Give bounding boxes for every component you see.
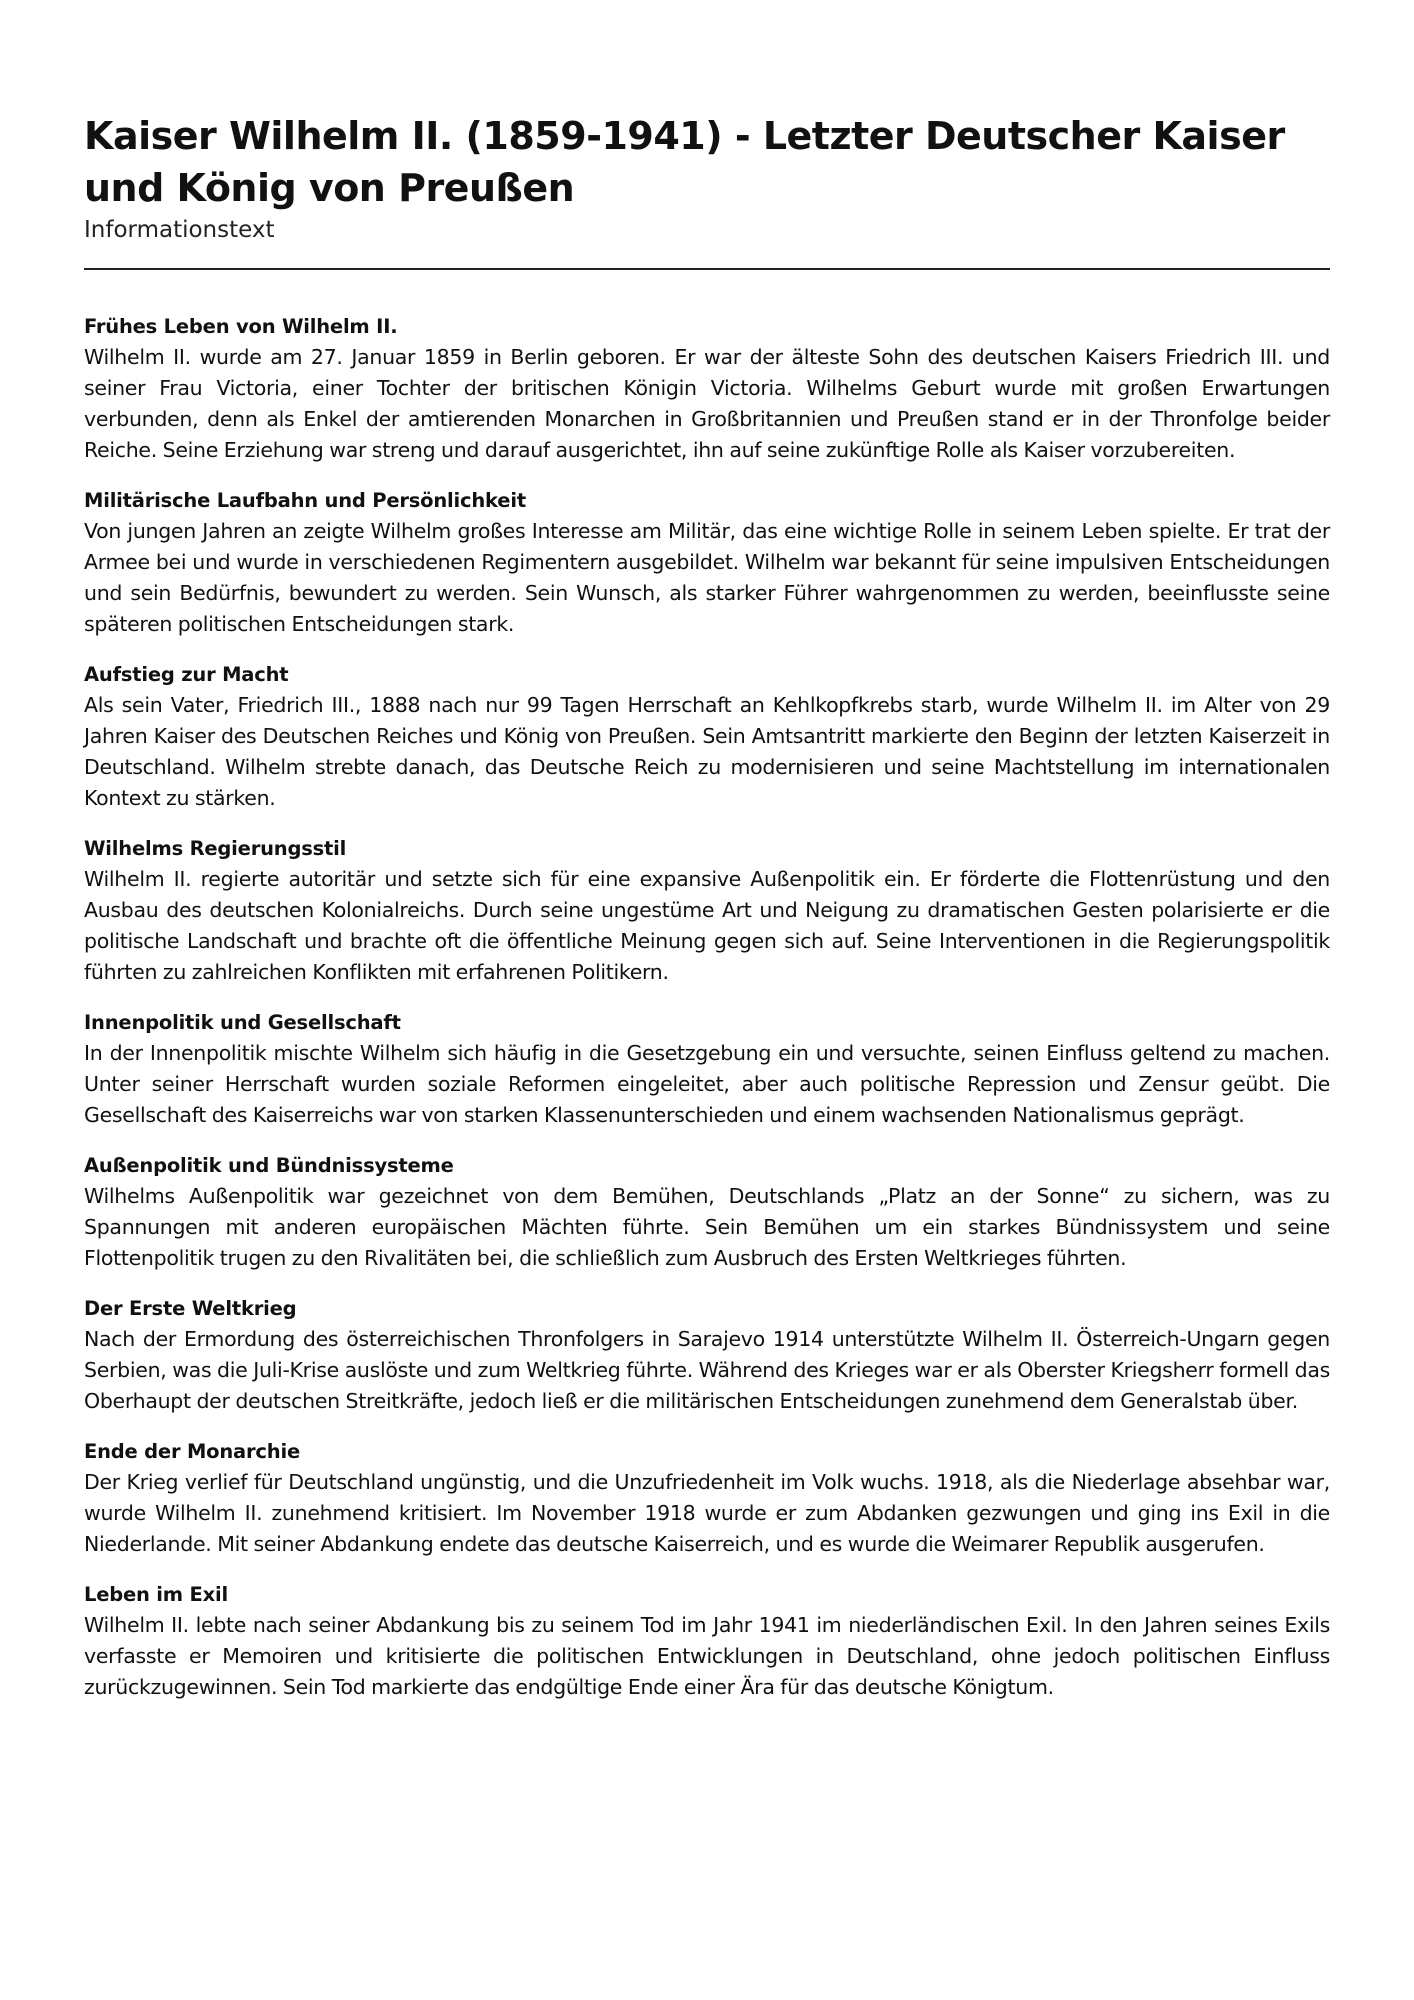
page-title: Kaiser Wilhelm II. (1859-1941) - Letzter Deutscher Kaiser und König von Preußen: [84, 114, 1285, 210]
section-text: Der Krieg verlief für Deutschland ungünstig, und die Unzufriedenheit im Volk wuchs. 1918, als die Niederlage absehbar war, wurde Wilhelm II. zunehmend kritisiert. Im November 1918 wurde er zum Abdanken gezwungen und ging ins Exil in die Niederlande. Mit seiner Abdankung endete das deutsche Kaiserreich, und es wurde die Weimarer Republik ausgerufen.: [84, 1470, 1330, 1556]
section-heading: Der Erste Weltkrieg: [84, 1297, 297, 1320]
document-body: [84, 312, 1330, 1703]
section-heading: Aufstieg zur Macht: [84, 663, 289, 686]
section-heading: Außenpolitik und Bündnissysteme: [84, 1154, 454, 1177]
section-governing-style: [84, 834, 1330, 988]
section-text: Nach der Ermordung des österreichischen Thronfolgers in Sarajevo 1914 unterstützte Wilhelm II. Österreich-Ungarn gegen Serbien, was die Juli-Krise auslöste und zum Weltkrieg führte. Während des Krieges war er als Oberster Kriegsherr formell das Oberhaupt der deutschen Streitkräfte, jedoch ließ er die militärischen Entscheidungen zunehmend dem Generalstab über.: [84, 1327, 1330, 1413]
section-heading: Leben im Exil: [84, 1583, 228, 1606]
page-subtitle: Informationstext: [84, 217, 275, 243]
section-foreign-policy: [84, 1151, 1330, 1274]
section-heading: Wilhelms Regierungsstil: [84, 837, 347, 860]
section-end-of-monarchy: [84, 1437, 1330, 1560]
section-text: Als sein Vater, Friedrich III., 1888 nach nur 99 Tagen Herrschaft an Kehlkopfkrebs starb, wurde Wilhelm II. im Alter von 29 Jahren Kaiser des Deutschen Reiches und König von Preußen. Sein Amtsantritt markierte den Beginn der letzten Kaiserzeit in Deutschland. Wilhelm strebte danach, das Deutsche Reich zu modernisieren und seine Machtstellung im internationalen Kontext zu stärken.: [84, 693, 1330, 810]
section-early-life: [84, 312, 1330, 466]
section-heading: Frühes Leben von Wilhelm II.: [84, 315, 398, 338]
section-heading: Innenpolitik und Gesellschaft: [84, 1011, 401, 1034]
section-text: Wilhelms Außenpolitik war gezeichnet von dem Bemühen, Deutschlands „Platz an der Sonne“ zu sichern, was zu Spannungen mit anderen europäischen Mächten führte. Sein Bemühen um ein starkes Bündnissystem und seine Flottenpolitik trugen zu den Rivalitäten bei, die schließlich zum Ausbruch des Ersten Weltkrieges führten.: [84, 1184, 1330, 1270]
section-heading: Ende der Monarchie: [84, 1440, 300, 1463]
section-world-war-one: [84, 1294, 1330, 1417]
title-divider: [84, 268, 1330, 270]
section-rise-to-power: [84, 660, 1330, 814]
section-text: Wilhelm II. lebte nach seiner Abdankung bis zu seinem Tod im Jahr 1941 im niederländischen Exil. In den Jahren seines Exils verfasste er Memoiren und kritisierte die politischen Entwicklungen in Deutschland, ohne jedoch politischen Einfluss zurückzugewinnen. Sein Tod markierte das endgültige Ende einer Ära für das deutsche Königtum.: [84, 1613, 1330, 1699]
section-text: Wilhelm II. wurde am 27. Januar 1859 in Berlin geboren. Er war der älteste Sohn des deutschen Kaisers Friedrich III. und seiner Frau Victoria, einer Tochter der britischen Königin Victoria. Wilhelms Geburt wurde mit großen Erwartungen verbunden, denn als Enkel der amtierenden Monarchen in Großbritannien und Preußen stand er in der Thronfolge beider Reiche. Seine Erziehung war streng und darauf ausgerichtet, ihn auf seine zukünftige Rolle als Kaiser vorzubereiten.: [84, 345, 1330, 462]
section-domestic-policy: [84, 1008, 1330, 1131]
section-military-career: [84, 486, 1330, 640]
section-life-in-exile: [84, 1580, 1330, 1703]
section-heading: Militärische Laufbahn und Persönlichkeit: [84, 489, 526, 512]
section-text: Von jungen Jahren an zeigte Wilhelm großes Interesse am Militär, das eine wichtige Rolle in seinem Leben spielte. Er trat der Armee bei und wurde in verschiedenen Regimentern ausgebildet. Wilhelm war bekannt für seine impulsiven Entscheidungen und sein Bedürfnis, bewundert zu werden. Sein Wunsch, als starker Führer wahrgenommen zu werden, beeinflusste seine späteren politischen Entscheidungen stark.: [84, 519, 1330, 636]
document-page: [84, 110, 1330, 1723]
section-text: Wilhelm II. regierte autoritär und setzte sich für eine expansive Außenpolitik ein. Er förderte die Flottenrüstung und den Ausbau des deutschen Kolonialreichs. Durch seine ungestüme Art und Neigung zu dramatischen Gesten polarisierte er die politische Landschaft und brachte oft die öffentliche Meinung gegen sich auf. Seine Interventionen in die Regierungspolitik führten zu zahlreichen Konflikten mit erfahrenen Politikern.: [84, 867, 1330, 984]
section-text: In der Innenpolitik mischte Wilhelm sich häufig in die Gesetzgebung ein und versuchte, seinen Einfluss geltend zu machen. Unter seiner Herrschaft wurden soziale Reformen eingeleitet, aber auch politische Repression und Zensur geübt. Die Gesellschaft des Kaiserreichs war von starken Klassenunterschieden und einem wachsenden Nationalismus geprägt.: [84, 1041, 1330, 1127]
